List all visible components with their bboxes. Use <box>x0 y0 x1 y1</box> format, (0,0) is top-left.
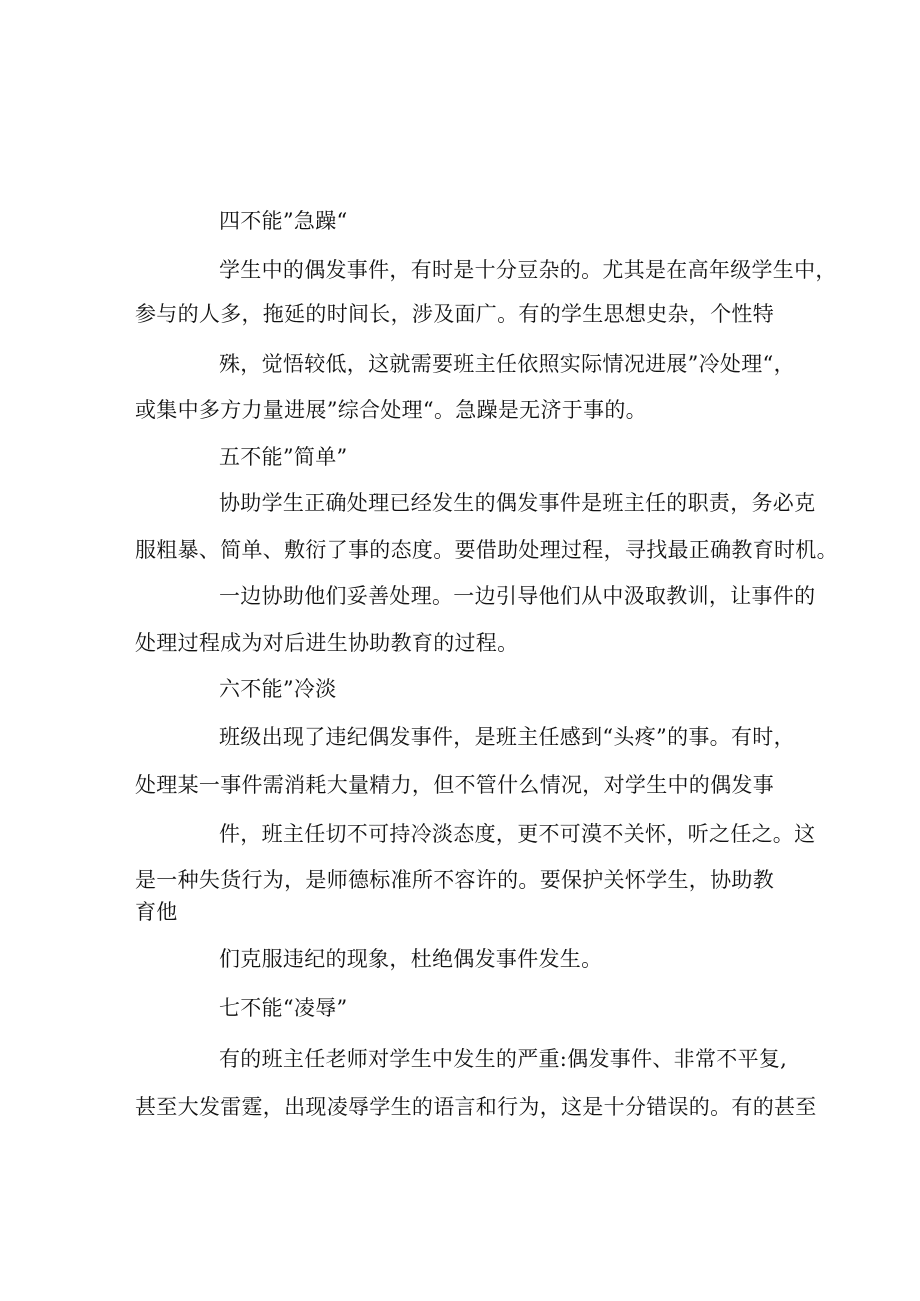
text-line: 育他 <box>135 900 178 924</box>
text-line: 班级出现了违纪偶发事件，是班主任感到“头疼”的事。有时， <box>219 725 795 749</box>
text-line: 甚至大发雷霆，出现凌辱学生的语言和行为，这是十分错误的。有的甚至 <box>135 1095 817 1119</box>
section-heading-7: 七不能“凌辱” <box>219 996 348 1020</box>
text-line: 一边协助他们妥善处理。一边引导他们从中汲取教训，让事件的 <box>219 584 816 608</box>
text-line: 处理某一事件需消耗大量精力，但不管什么情况，对学生中的偶发事 <box>135 773 774 797</box>
text-line: 件，班主任切不可持冷淡态度，更不可漠不关怀，听之任之。这 <box>219 822 816 846</box>
text-line: 协助学生正确处理已经发生的偶发事件是班主任的职责，务必克 <box>219 491 816 515</box>
section-heading-5: 五不能”简单” <box>219 445 348 469</box>
text-line: 服粗暴、简单、敷衍了事的态度。要借助处理过程，寻找最正确教育时机。 <box>135 538 838 562</box>
text-line: 有的班主任老师对学生中发生的严重:偶发事件、非常不平复, <box>219 1047 788 1071</box>
text-line: 参与的人多，拖延的时间长，涉及面广。有的学生思想史杂，个性特 <box>135 302 774 326</box>
text-line: 学生中的偶发事件，有时是十分豆杂的。尤其是在高年级学生中， <box>219 258 837 282</box>
text-line: 殊，觉悟较低，这就需要班主任依照实际情况进展”冷处理“， <box>219 352 795 376</box>
section-heading-4: 四不能”急躁“ <box>219 209 348 233</box>
text-line: 是一种失货行为，是师德标准所不容许的。要保护关怀学生，协助教 <box>135 868 774 892</box>
section-heading-6: 六不能”冷淡 <box>219 677 337 701</box>
text-line: 们克服违纪的现象，杜绝偶发事件发生。 <box>219 947 603 971</box>
text-line: 或集中多方力量进展”综合处理“。急躁是无济于事的。 <box>135 398 647 422</box>
text-line: 处理过程成为对后进生协助教育的过程。 <box>135 631 519 655</box>
